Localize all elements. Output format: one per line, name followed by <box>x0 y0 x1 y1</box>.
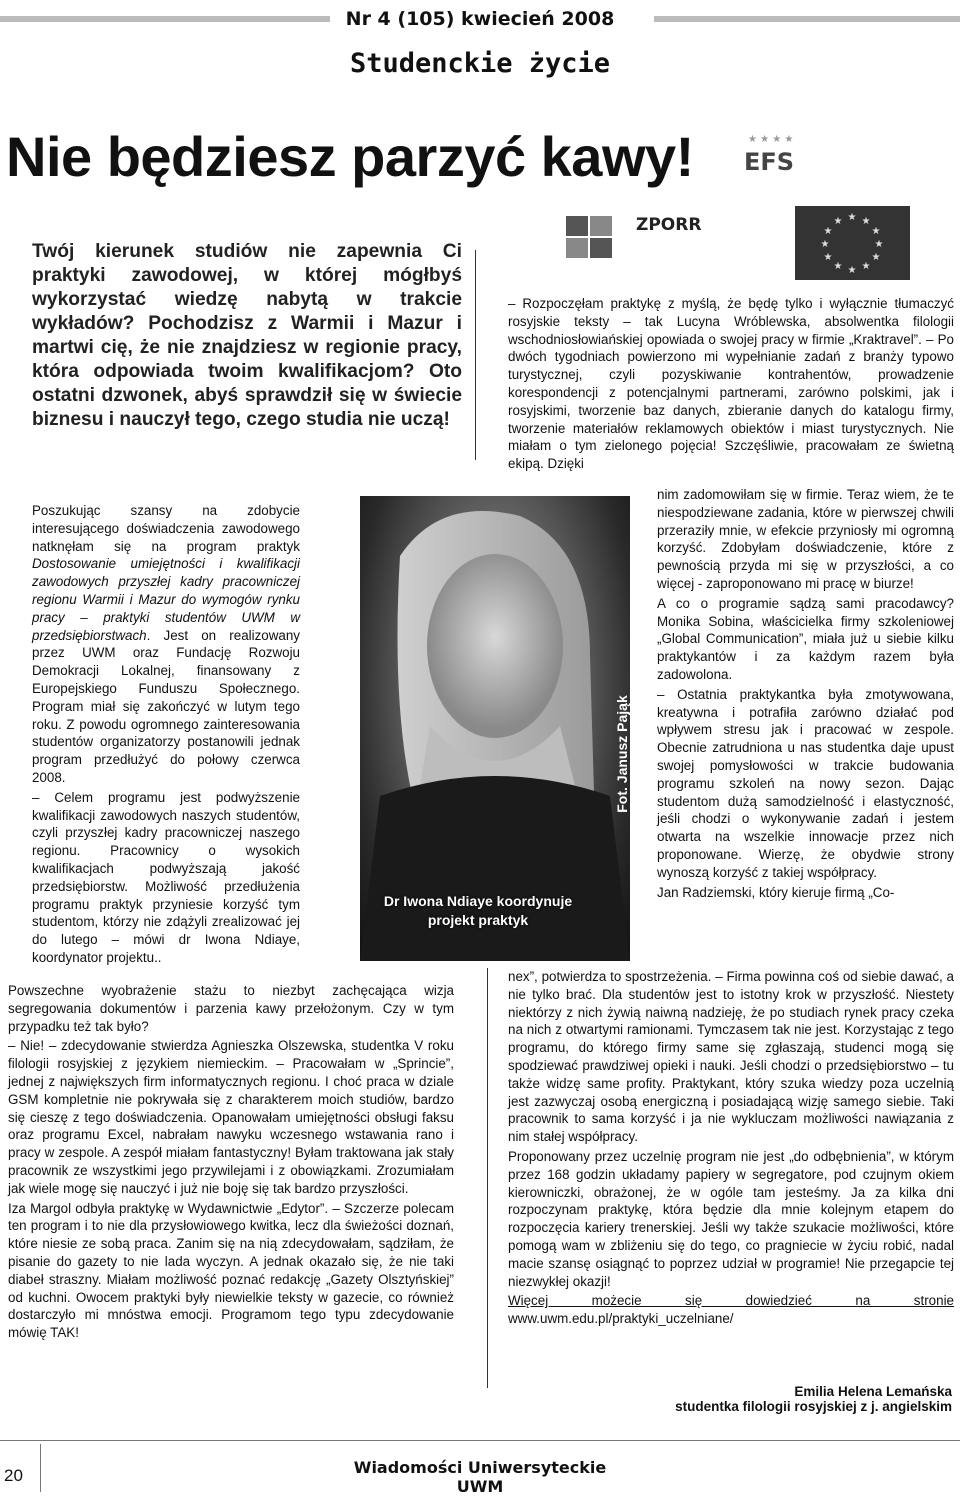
svg-text:★: ★ <box>861 216 871 227</box>
section-title: Studenckie życie <box>349 48 611 79</box>
more-info-link[interactable]: Więcej możecie się dowiedzieć na stronie <box>508 1293 954 1309</box>
more-info-url[interactable]: www.uwm.edu.pl/praktyki_uczelniane/ <box>508 1311 734 1327</box>
svg-text:★: ★ <box>833 216 843 227</box>
right-column-narrow: nim zadomowiłam się w firmie. Teraz wiem, że te niespodziewane zadania, które w pierwszej chwili przeraziły mnie, w efekcie przyniosły mi ogromną korzyść. Zdobyłam doświadczenie, które z pewnością przyda mi się w przyszłości, a co więcej - zaproponowano mi pracę w biurze! A co o programie sądzą sami pracodawcy? Monika Sobina, właścicielka firmy szkoleniowej „Global Communication”, miała już u siebie kilku praktykantów i za każdym razem była zadowolona. – Ostatnia praktykantka była zmotywowana, kreatywna i potrafiła zarówno działać pod wpływem stresu jak i pracować w zespole. Obecnie zatrudniona u nas studentka daje upust swojej pomysłowości w trakcie budowania programu szkoleń na nowy sezon. Dając studentom dużą samodzielność i elastyczność, jeśli chodzi o wykonywanie zadań i jestem otwarta na wszelkie innowacje przez nich proponowane. Wierzę, że obydwie strony wynoszą korzyść z takiej współpracy. Jan Radziemski, który kieruje firmą „Co- <box>657 487 954 900</box>
svg-text:EFS: EFS <box>744 148 795 176</box>
svg-text:★: ★ <box>871 252 881 263</box>
svg-text:★: ★ <box>847 212 857 223</box>
right-column-top: – Rozpoczęłam praktykę z myślą, że będę tylko i wyłącznie tłumaczyć rosyjskie teksty – tak Lucyna Wróblewska, absolwentka filologii wschodniosłowiańskiej opowiada o swojej pracy w firmie „Kraktravel”. – Po dwóch tygodniach powierzono mi wypełnianie zadań z branży typowo turystycznej, czyli pozyskiwanie kontrahentów, prowadzenie korespondencji z potencjalnymi partnerami, zarówno polskimi, jak i rosyjskimi, tworzenie baz danych, zbieranie danych do katalogu firmy, tworzenie materiałów reklamowych obiektów i miast turystycznych. Nie miałam o tym zielonego pojęcia! Szczęśliwie, pracowałam ze świetną ekipą. Dzięki <box>508 296 954 472</box>
header-rule-right <box>654 16 960 22</box>
issue-label: Nr 4 (105) kwiecień 2008 <box>345 8 615 30</box>
svg-text:★ ★ ★ ★: ★ ★ ★ ★ <box>748 134 794 145</box>
left-column-top: Poszukując szansy na zdobycie interesującego doświadczenia zawodowego natknęłam się na program praktyk Dostosowanie umiejętności i kwalifikacji zawodowych przyszłej kadry pracowniczej regionu Warmii i Mazur do wymogów rynku pracy – praktyki studentów UWM w przedsiębiorstwach. Jest on realizowany przez UWM oraz Fundację Rozwoju Demokracji Lokalnej, finansowany z Europejskiego Funduszu Społecznego. Program miał się zakończyć w lutym tego roku. Z powodu ogromnego zainteresowania studentów organizatorzy postanowili jednak program przedłużyć do połowy czerwca 2008. – Celem programu jest podwyższenie kwalifikacji zawodowych naszych studentów, czyli przyszłej kadry pracowniczej naszego regionu. Pracownicy o wysokich kwalifikacjach podwyższają jakość przedsiębiorstw. Możliwość przedłużenia programu praktyk przyniesie korzyść tym studentom, którzy nie zdążyli zrealizować jej do lutego – mówi dr Iwona Ndiaye, koordynator projektu.. <box>32 503 300 965</box>
article-lead: Twój kierunek studiów nie zapewnia Ci praktyki zawodowej, w której mógłbyś wykorzystać wiedzę nabytą w trakcie wykładów? Pochodzisz z Warmii i Mazur i martwi cię, że nie znajdziesz w regionie pracy, która odpowiada twoim kwalifikacjom? Oto ostatni dzwonek, abyś sprawdził się w świecie biznesu i nauczył tego, czego studia nie uczą! <box>32 241 462 430</box>
page-number-rule <box>40 1444 41 1492</box>
svg-text:★: ★ <box>874 239 884 250</box>
top-bar <box>0 8 960 30</box>
eu-flag <box>795 206 910 280</box>
footer-rule <box>0 1440 960 1441</box>
svg-text:★: ★ <box>847 265 857 276</box>
svg-text:★: ★ <box>823 226 833 237</box>
page-number: 20 <box>4 1466 23 1485</box>
svg-text:★: ★ <box>823 252 833 263</box>
svg-text:★: ★ <box>871 226 881 237</box>
svg-text:ZPORR: ZPORR <box>636 215 702 235</box>
svg-text:★: ★ <box>833 261 843 272</box>
author-signature: Emilia Helena Lemańska studentka filologii rosyjskiej z j. angielskim <box>675 1384 952 1414</box>
left-column-bottom: Powszechne wyobrażenie stażu to niezbyt zachęcająca wizja segregowania dokumentów i parzenia kawy przełożonym. Czy w tym przypadku też tak było? – Nie! – zdecydowanie stwierdza Agnieszka Olszewska, studentka V roku filologii rosyjskiej z językiem niemieckim. – Pracowałam w „Sprincie”, jednej z największych firm informatycznych regionu. I choć praca w dziale GSM kompletnie nie pokrywała się z charakterem moich studiów, bardzo się cieszę z tego doświadczenia. Opanowałam umiejętności obsługi faksu oraz programu Excel, nabrałam nawyku wczesnego wstawania rano i pracy w zespole. A zespół miałam fantastyczny! Byłam traktowana jak stały pracownik ze wszystkimi jego przywilejami i z obowiązkami. Zrozumiałam jak wiele mogę się nauczyć i już nie boję się tak bardzo przyszłości. Iza Margol odbyła praktykę w Wydawnictwie „Edytor”. – Szczerze polecam ten program i to nie dla przysłowiowego kwitka, lecz dla świeżości doznań, które niesie ze sobą praca. Zanim się na nią zdecydowałam, sądziłam, że pisanie do gazety to nie lada wyczyn. A jednak okazało się, że nie taki diabeł straszny. Miałam możliwość poznać redakcję „Gazety Olsztyńskiej” od kuchni. Owocem praktyki były niewielkie teksty w gazecie, co również dostarczyło mi mnóstwa emocji. Programom tego typu zdecydowanie mówię TAK! <box>8 983 454 1341</box>
article-title: Nie będziesz parzyć kawy! <box>6 125 694 188</box>
lead-rule <box>475 250 476 460</box>
photo-caption: Dr Iwona Ndiaye koordynuje projekt praktyk <box>383 893 573 928</box>
publication-name: Wiadomości Uniwersyteckie UWM <box>353 1458 607 1496</box>
header-rule-left <box>0 16 330 22</box>
svg-text:★: ★ <box>820 239 830 250</box>
right-column-bottom: nex”, potwierdza to spostrzeżenia. – Firma powinna coś od siebie dawać, a nie tylko brać. Dla studentów jest to istotny krok w przyszłość. Niestety niektórzy z nich żywią naiwną nadzieję, że po studiach rynek pracy czeka na nich z otwartymi ramionami. Tymczasem tak nie jest. Korzystając z tego programu, do którego firmy same się zgłaszają, studenci mogą się spodziewać prawdziwej opieki i nauki. Jeśli chodzi o przedsiębiorstwo – tu także widzę same profity. Praktykant, który szuka wiedzy poza uczelnią jest zazwyczaj osobą energiczną i posiadającą wizję samego siebie. Taki pracownik to sama korzyść i ja nie wykluczam możliwości nawiązania z nim stałej współpracy. Proponowany przez uczelnię program nie jest „do odbębnienia”, w którym przez 168 godzin układamy papiery w segregatore, pod czujnym okiem kierowniczki, obrażonej, że w ogóle tam jesteśmy. Ja za kilka dni rozpoczynam praktykę, która będzie dla mnie kolejnym etapem do rozpoczęcia kariery trenerskiej. Jeśli wy także szukacie możliwości, które pomogą wam w zbliżeniu się do tego, co pragniecie w życiu robić, nadal macie szansę osiągnąć to poprzez udział w programie! Nie przegapcie tej niezwykłej okazji! Więcej możecie się dowiedzieć na stronie www.uwm.edu.pl/praktyki_uczelniane/ <box>508 969 954 1327</box>
column-rule <box>487 968 488 1388</box>
efs-logo <box>738 128 808 180</box>
zporr-logo <box>566 210 706 262</box>
svg-text:★: ★ <box>861 261 871 272</box>
photo-credit: Fot. Janusz Pająk <box>614 695 630 813</box>
